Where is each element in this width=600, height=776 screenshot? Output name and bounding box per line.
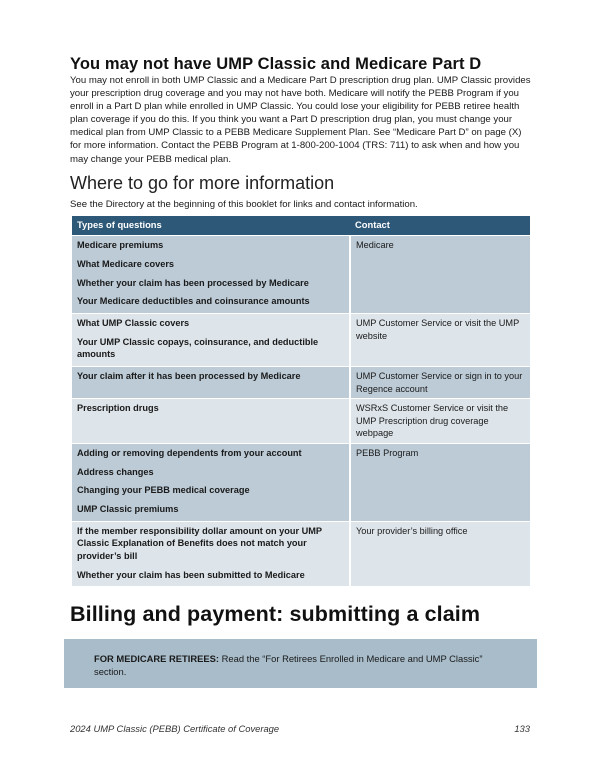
section-heading-part-d: You may not have UMP Classic and Medicare Part D bbox=[70, 55, 482, 73]
contact-cell: UMP Customer Service or sign in to your Regence account bbox=[350, 366, 530, 398]
info-intro: See the Directory at the beginning of this booklet for links and contact information. bbox=[70, 199, 418, 210]
question-item: Changing your PEBB medical coverage bbox=[77, 485, 250, 496]
contact-cell: UMP Customer Service or visit the UMP website bbox=[350, 313, 530, 366]
contact-cell: PEBB Program bbox=[350, 443, 530, 521]
header-types-of-questions: Types of questions bbox=[72, 216, 350, 236]
info-heading: Where to go for more information bbox=[70, 173, 335, 193]
question-item: Your claim after it has been processed by Medicare bbox=[77, 370, 301, 381]
questions-cell bbox=[72, 366, 350, 398]
table-row bbox=[72, 399, 530, 444]
table-row bbox=[72, 313, 530, 366]
question-item: Medicare premiums bbox=[77, 240, 164, 250]
contact-cell: WSRxS Customer Service or visit the UMP Prescription drug coverage webpage bbox=[350, 399, 530, 444]
questions-cell bbox=[72, 399, 350, 444]
callout-body: Read the “For Retirees Enrolled in Medicare and UMP Classic” section. bbox=[94, 653, 483, 677]
question-item: Address changes bbox=[77, 466, 154, 477]
header-contact: Contact bbox=[350, 216, 530, 236]
questions-cell bbox=[72, 443, 350, 521]
questions-cell bbox=[72, 521, 350, 586]
question-item: What UMP Classic covers bbox=[77, 317, 190, 328]
table-header-row bbox=[72, 216, 530, 236]
question-item: Your Medicare deductibles and coinsurance amounts bbox=[77, 296, 310, 307]
footer-document-title: 2024 UMP Classic (PEBB) Certificate of Coverage bbox=[70, 723, 280, 734]
table-row bbox=[72, 236, 530, 314]
contact-cell: Medicare bbox=[350, 236, 530, 314]
question-item: Your UMP Classic copays, coinsurance, and deductible amounts bbox=[77, 336, 319, 360]
questions-cell bbox=[72, 236, 350, 314]
table-row bbox=[72, 521, 530, 586]
questions-cell bbox=[72, 313, 350, 366]
question-item: UMP Classic premiums bbox=[77, 504, 179, 515]
callout-lead: FOR MEDICARE RETIREES: bbox=[94, 653, 220, 664]
question-item: What Medicare covers bbox=[77, 258, 175, 269]
table-row bbox=[72, 366, 530, 398]
billing-heading: Billing and payment: submitting a claim bbox=[70, 602, 481, 626]
callout-text bbox=[94, 652, 514, 678]
question-item: Prescription drugs bbox=[77, 403, 159, 414]
medicare-retirees-callout bbox=[64, 639, 537, 688]
page-number: 133 bbox=[514, 723, 530, 734]
section-body-part-d: You may not enroll in both UMP Classic and a Medicare Part D prescription drug plan. UMP Classic provides your prescription drug coverage and you may not have both. Medicare will notify the PEBB Program if you enroll in a Part D plan while enrolled in UMP Classic. You could lose your eligibility for PEBB retiree health plan coverage if you do this. If you think you want a Part D prescription drug plan, you must change your medical plan from UMP Classic to a PEBB Medicare Supplement Plan. See “Medicare Part D” on page (X) for more information. Contact the PEBB Program at 1-800-200-1004 (TRS: 711) to ask when and how you may change your PEBB medical plan. bbox=[70, 75, 531, 165]
question-item: Whether your claim has been processed by Medicare bbox=[77, 277, 309, 288]
question-item: Adding or removing dependents from your account bbox=[77, 447, 302, 458]
table-row bbox=[72, 443, 530, 521]
contact-table bbox=[72, 216, 530, 586]
question-item: Whether your claim has been submitted to Medicare bbox=[77, 569, 305, 580]
question-item: If the member responsibility dollar amount on your UMP Classic Explanation of Benefits does not match your provider’s bill bbox=[77, 525, 322, 561]
contact-cell: Your provider’s billing office bbox=[350, 521, 530, 586]
